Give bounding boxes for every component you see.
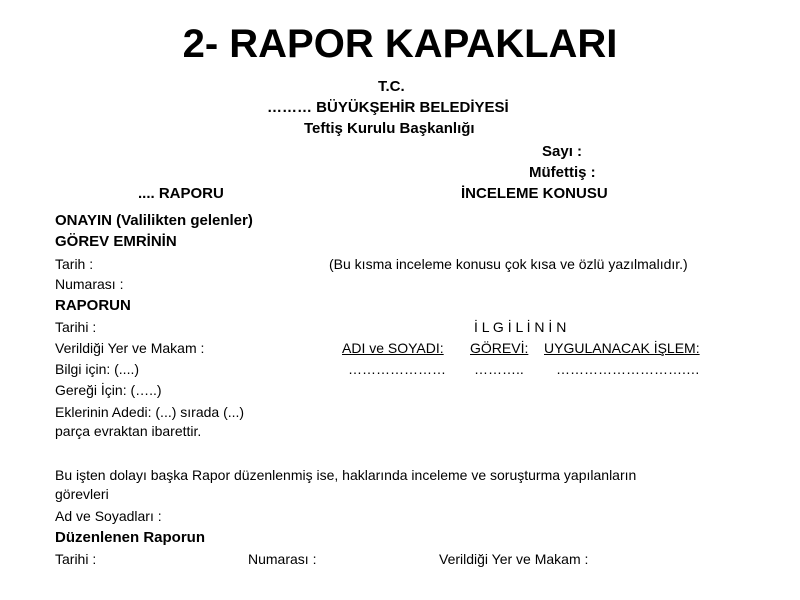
duzenlenen-verildigi-label: Verildiği Yer ve Makam : <box>439 551 589 567</box>
duzenlenen-numarasi-label: Numarası : <box>248 551 317 567</box>
adi-soyadi-column: ADI ve SOYADI: <box>342 340 444 356</box>
rapor-label: .... RAPORU <box>138 185 224 202</box>
ilgilinin-heading: İ L G İ L İ N İ N <box>474 319 567 335</box>
teftis-kurulu-label: Teftiş Kurulu Başkanlığı <box>304 120 475 137</box>
tc-label: T.C. <box>378 78 405 95</box>
mufettis-label: Müfettiş : <box>529 164 596 181</box>
inceleme-aciklama: (Bu kısma inceleme konusu çok kısa ve özlü yazılmalıdır.) <box>329 256 688 272</box>
duzenlenen-tarihi-label: Tarihi : <box>55 551 97 567</box>
duzenlenen-raporun-heading: Düzenlenen Raporun <box>55 529 206 546</box>
page-title: 2- RAPOR KAPAKLARI <box>182 22 618 66</box>
baska-rapor-gorevleri: görevleri <box>55 486 109 502</box>
geregi-icin-label: Gereği İçin: (…..) <box>55 382 162 398</box>
adi-soyadi-dots: ………………… <box>348 361 446 377</box>
sayi-label: Sayı : <box>542 143 583 160</box>
verildigi-yer-label: Verildiği Yer ve Makam : <box>55 340 205 356</box>
baska-rapor-paragraph: Bu işten dolayı başka Rapor düzenlenmiş ise, haklarında inceleme ve soruşturma yapılanların <box>55 467 637 483</box>
gorevi-column: GÖREVİ: <box>470 340 529 356</box>
gorev-emri-heading: GÖREV EMRİNİN <box>55 233 177 250</box>
onay-heading: ONAYIN (Valilikten gelenler) <box>55 212 253 229</box>
ad-soyadlari-label: Ad ve Soyadları : <box>55 508 162 524</box>
islem-dots: ……………………….… <box>556 361 700 377</box>
raporun-heading: RAPORUN <box>55 297 131 314</box>
inceleme-konusu-label: İNCELEME KONUSU <box>461 185 608 202</box>
uygulanacak-islem-column: UYGULANACAK İŞLEM: <box>544 340 700 356</box>
bilgi-icin-label: Bilgi için: (....) <box>55 361 140 377</box>
belediye-label: ……… BÜYÜKŞEHİR BELEDİYESİ <box>267 99 509 116</box>
ekler-adedi-label: Eklerinin Adedi: (...) sırada (...) <box>55 404 245 420</box>
ekler-ibarettir-label: parça evraktan ibarettir. <box>55 423 202 439</box>
raporun-tarihi-label: Tarihi : <box>55 319 97 335</box>
gorev-numarasi-label: Numarası : <box>55 276 124 292</box>
gorevi-dots: ……….. <box>474 361 524 377</box>
gorev-tarih-label: Tarih : <box>55 256 94 272</box>
